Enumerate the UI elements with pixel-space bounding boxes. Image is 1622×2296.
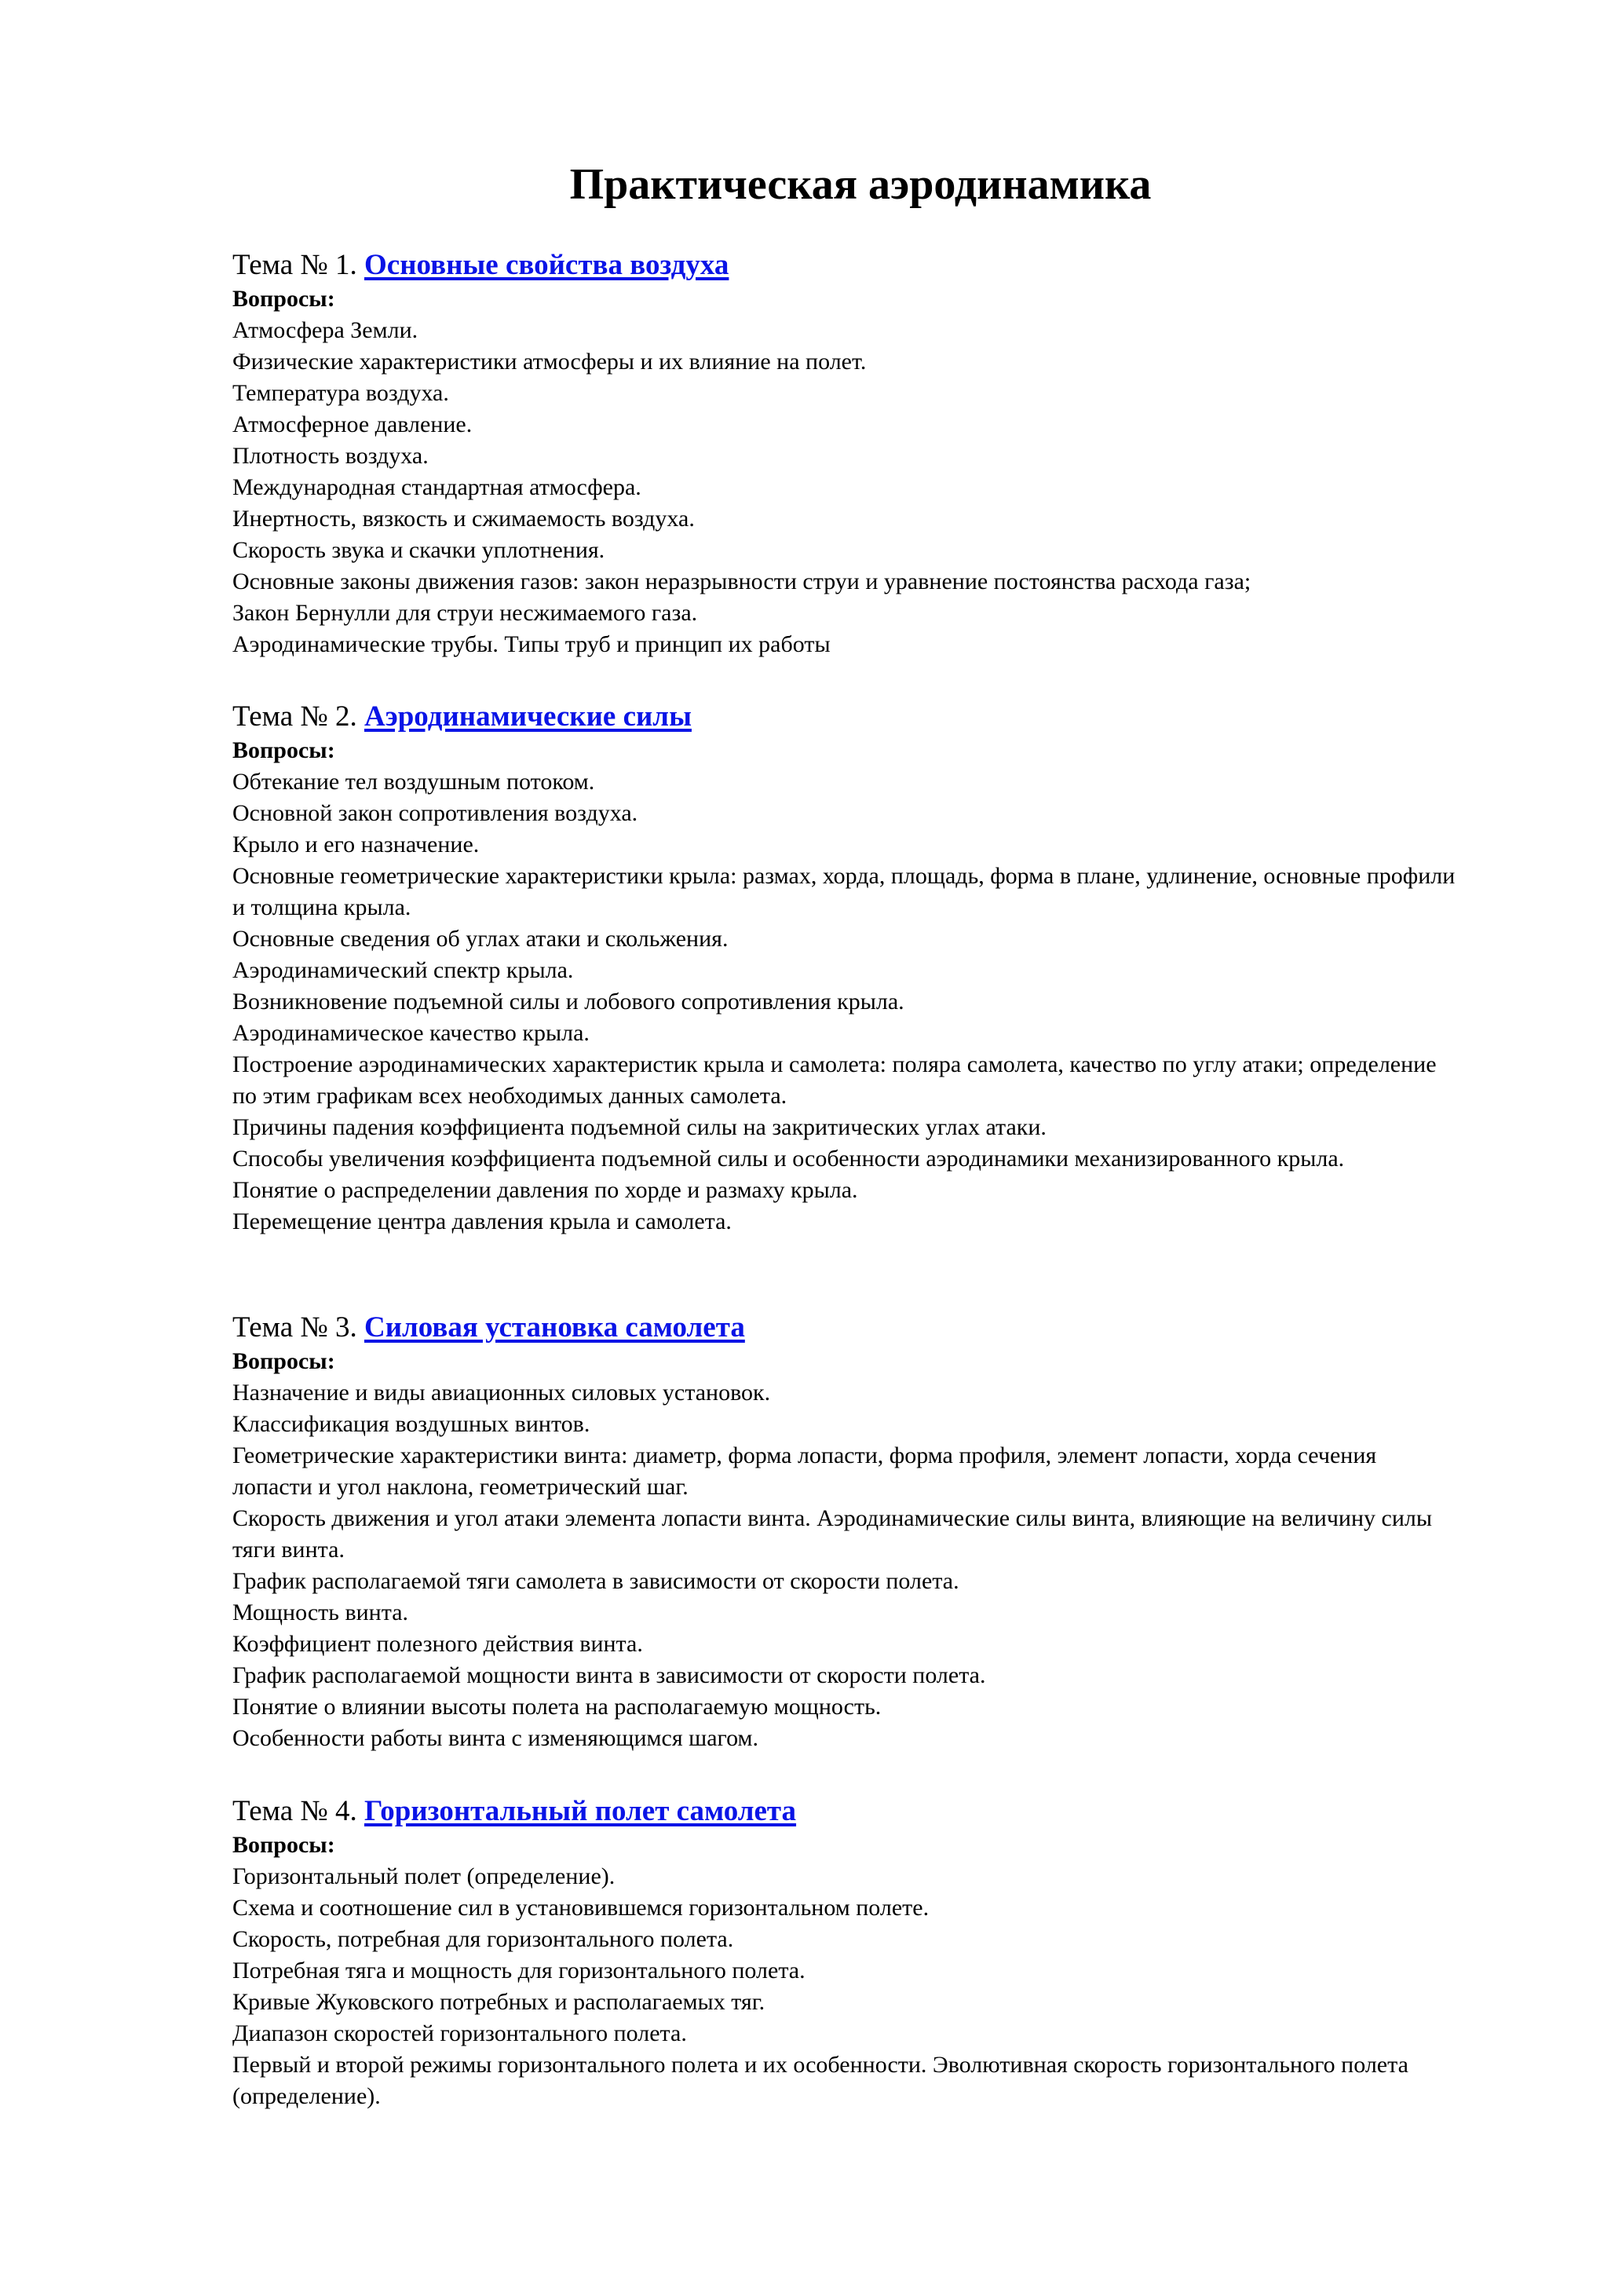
- question-item: Температура воздуха.: [232, 380, 449, 406]
- questions-label: Вопросы:: [232, 286, 335, 312]
- topic-number: Тема № 1.: [232, 249, 357, 281]
- question-item: Коэффициент полезного действия винта.: [232, 1631, 643, 1657]
- question-item: Обтекание тел воздушным потоком.: [232, 769, 595, 795]
- topic-section-1: [232, 247, 1251, 660]
- question-item: Международная стандартная атмосфера.: [232, 474, 641, 500]
- question-item: Мощность винта.: [232, 1600, 409, 1625]
- question-item: Основные законы движения газов: закон неразрывности струи и уравнение постоянства расхода газа;: [232, 569, 1251, 594]
- question-item: Геометрические характеристики винта: диаметр, форма лопасти, форма профиля, элемент лопасти, хорда сечения лопасти и угол наклона, геометрический шаг.: [232, 1442, 1377, 1500]
- question-item: Основные сведения об углах атаки и скольжения.: [232, 926, 729, 952]
- question-item: Аэродинамические трубы. Типы труб и принцип их работы: [232, 631, 831, 657]
- question-item: Построение аэродинамических характеристик крыла и самолета: поляра самолета, качество по углу атаки; определение по этим графикам всех необходимых данных самолета.: [232, 1051, 1437, 1109]
- topic-section-2: [232, 699, 1457, 1238]
- question-item: Закон Бернулли для струи несжимаемого газа.: [232, 600, 698, 626]
- questions-list: [232, 1861, 1457, 2112]
- topic-link[interactable]: Силовая установка самолета: [364, 1311, 745, 1344]
- question-item: Инертность, вязкость и сжимаемость воздуха.: [232, 506, 695, 532]
- topic-number: Тема № 3.: [232, 1311, 357, 1344]
- questions-label: Вопросы:: [232, 737, 335, 763]
- question-item: Причины падения коэффициента подъемной силы на закритических углах атаки.: [232, 1114, 1047, 1140]
- topic-heading: [232, 699, 1457, 735]
- question-item: Классификация воздушных винтов.: [232, 1411, 590, 1437]
- questions-list: [232, 315, 1251, 660]
- question-item: Горизонтальный полет (определение).: [232, 1863, 616, 1889]
- topic-number: Тема № 4.: [232, 1795, 357, 1827]
- question-item: Способы увеличения коэффициента подъемной силы и особенности аэродинамики механизированного крыла.: [232, 1146, 1345, 1172]
- question-item: Крыло и его назначение.: [232, 832, 480, 857]
- question-item: Основные геометрические характеристики крыла: размах, хорда, площадь, форма в плане, удлинение, основные профили и толщина крыла.: [232, 863, 1456, 920]
- question-item: Понятие о распределении давления по хорде и размаху крыла.: [232, 1177, 858, 1203]
- document-page: [232, 153, 1489, 2109]
- topic-number: Тема № 2.: [232, 700, 357, 733]
- question-item: Потребная тяга и мощность для горизонтального полета.: [232, 1958, 806, 1983]
- question-item: График располагаемой тяги самолета в зависимости от скорости полета.: [232, 1568, 959, 1594]
- question-item: Первый и второй режимы горизонтального полета и их особенности. Эволютивная скорость горизонтального полета (определение).: [232, 2052, 1408, 2109]
- topic-section-3: [232, 1310, 1457, 1754]
- question-item: Атмосфера Земли.: [232, 317, 418, 343]
- question-item: Назначение и виды авиационных силовых установок.: [232, 1380, 771, 1406]
- topic-link[interactable]: Аэродинамические силы: [364, 700, 692, 733]
- question-item: Схема и соотношение сил в установившемся горизонтальном полете.: [232, 1895, 930, 1921]
- questions-list: [232, 1377, 1457, 1754]
- topic-heading: [232, 1310, 1457, 1346]
- question-item: Плотность воздуха.: [232, 443, 429, 469]
- question-item: Перемещение центра давления крыла и самолета.: [232, 1208, 732, 1234]
- questions-list: [232, 766, 1457, 1238]
- question-item: Кривые Жуковского потребных и располагаемых тяг.: [232, 1989, 765, 2015]
- document-title: Практическая аэродинамика: [569, 160, 1152, 209]
- question-item: Атмосферное давление.: [232, 411, 473, 437]
- questions-label: Вопросы:: [232, 1832, 335, 1858]
- topic-heading: [232, 1793, 1457, 1830]
- question-item: Скорость звука и скачки уплотнения.: [232, 537, 605, 563]
- question-item: Скорость движения и угол атаки элемента лопасти винта. Аэродинамические силы винта, влияющие на величину силы тяги винта.: [232, 1505, 1433, 1563]
- topic-link[interactable]: Горизонтальный полет самолета: [364, 1795, 797, 1827]
- question-item: Аэродинамическое качество крыла.: [232, 1020, 590, 1046]
- question-item: Аэродинамический спектр крыла.: [232, 957, 574, 983]
- topic-section-4: [232, 1793, 1457, 2112]
- question-item: Понятие о влиянии высоты полета на располагаемую мощность.: [232, 1694, 882, 1720]
- question-item: Возникновение подъемной силы и лобового сопротивления крыла.: [232, 989, 904, 1015]
- topic-link[interactable]: Основные свойства воздуха: [364, 249, 729, 281]
- question-item: График располагаемой мощности винта в зависимости от скорости полета.: [232, 1662, 986, 1688]
- question-item: Особенности работы винта с изменяющимся шагом.: [232, 1725, 759, 1751]
- question-item: Диапазон скоростей горизонтального полета.: [232, 2020, 687, 2046]
- questions-label: Вопросы:: [232, 1348, 335, 1374]
- question-item: Скорость, потребная для горизонтального полета.: [232, 1926, 734, 1952]
- question-item: Физические характеристики атмосферы и их влияние на полет.: [232, 349, 867, 375]
- question-item: Основной закон сопротивления воздуха.: [232, 800, 638, 826]
- topic-heading: [232, 247, 1251, 283]
